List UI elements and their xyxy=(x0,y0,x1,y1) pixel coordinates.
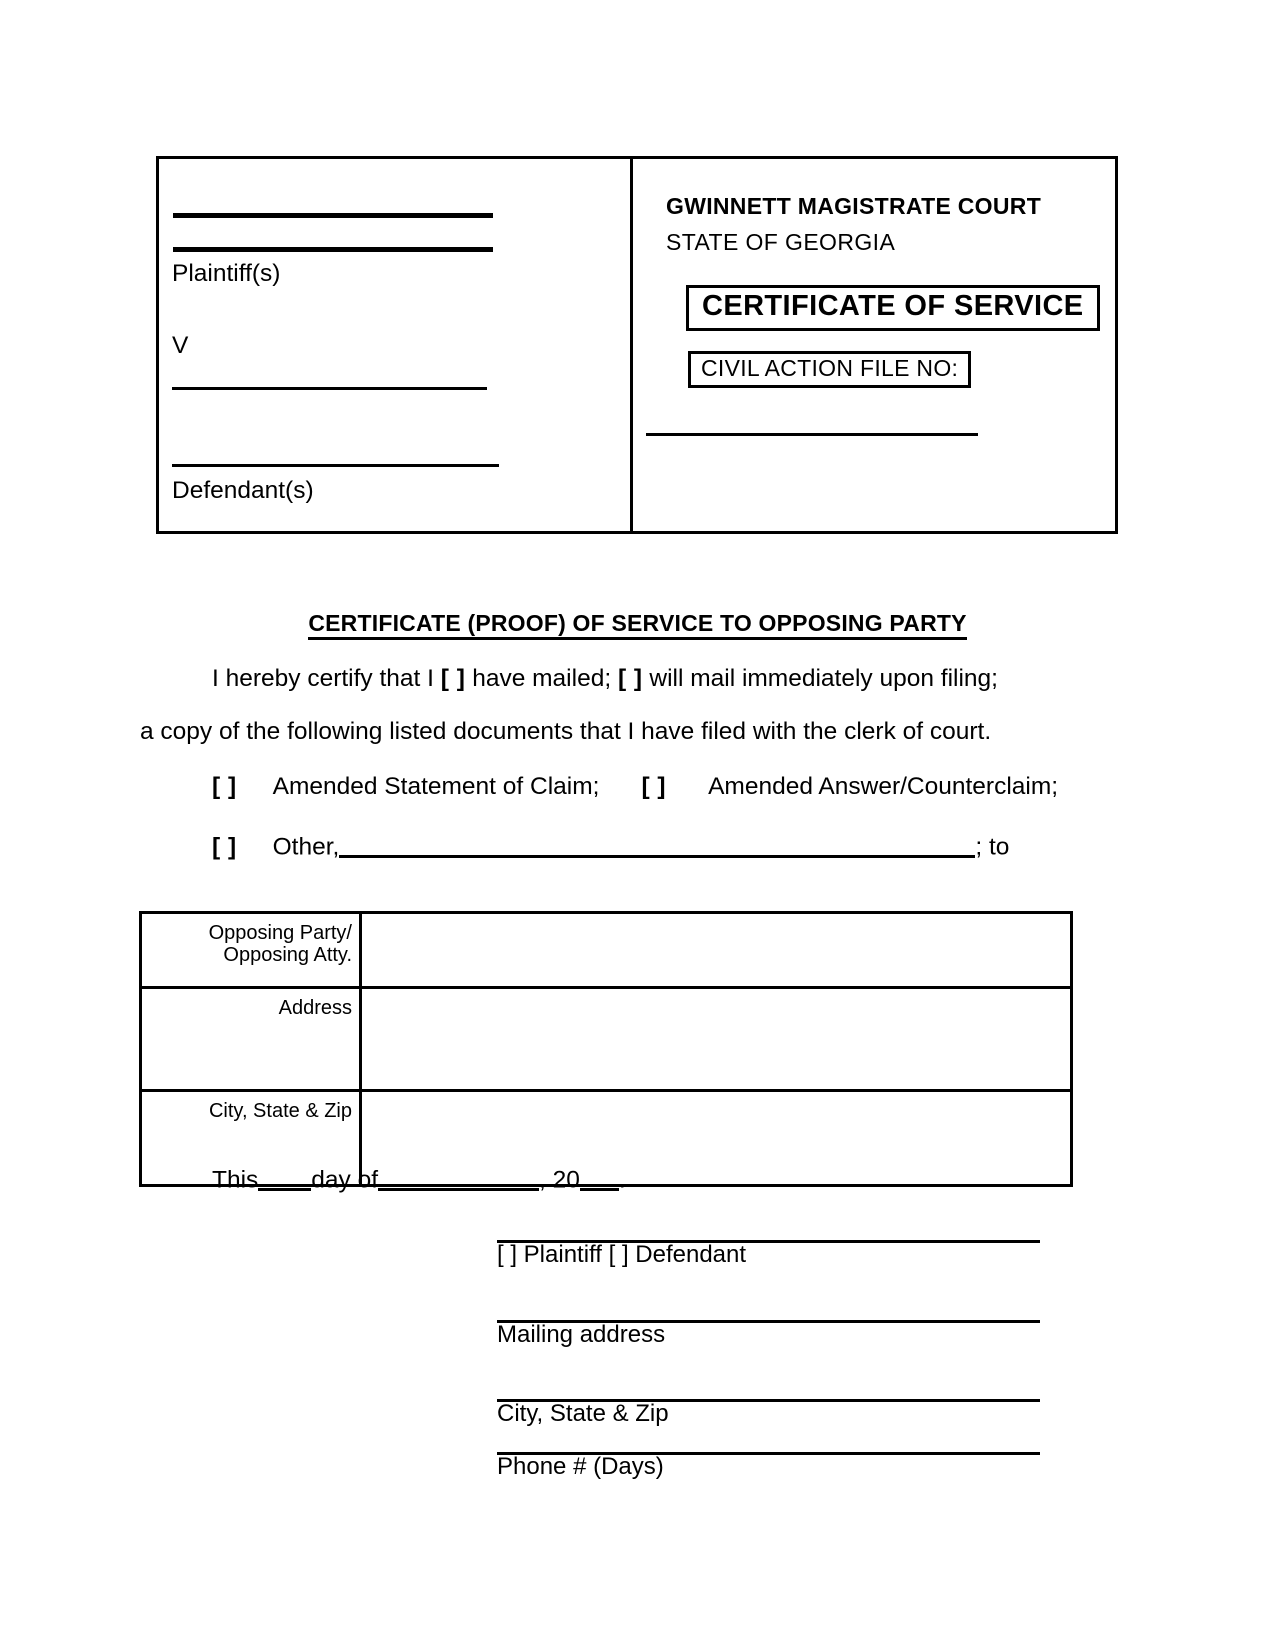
signature-party-label[interactable]: [ ] Plaintiff [ ] Defendant xyxy=(497,1241,747,1268)
civil-action-file-no-box xyxy=(688,351,971,388)
option-row-amended xyxy=(212,775,1058,800)
other-description-field[interactable] xyxy=(339,830,975,858)
form-title: CERTIFICATE OF SERVICE xyxy=(702,290,1084,322)
date-month-field[interactable] xyxy=(378,1163,539,1191)
checkbox-other[interactable]: [ ] xyxy=(212,833,237,861)
have-mailed-text: have mailed; xyxy=(472,665,612,692)
court-name: GWINNETT MAGISTRATE COURT xyxy=(666,193,1042,219)
civil-action-file-no-label: CIVIL ACTION FILE NO: xyxy=(701,355,959,381)
address-label: Address xyxy=(141,988,361,1091)
versus-label: V xyxy=(172,332,189,359)
case-caption-box xyxy=(156,156,1118,534)
will-mail-text: will mail immediately upon filing; xyxy=(649,665,998,692)
form-title-box xyxy=(686,285,1100,331)
table-row xyxy=(141,988,1072,1091)
phone-days-label: Phone # (Days) xyxy=(497,1453,664,1480)
option-amended-statement-of-claim-label: Amended Statement of Claim; xyxy=(272,773,600,800)
defendant-line-1[interactable] xyxy=(172,387,487,390)
signature-city-state-zip-label: City, State & Zip xyxy=(497,1400,669,1427)
defendant-label: Defendant(s) xyxy=(172,477,314,504)
option-amended-answer-counterclaim-label: Amended Answer/Counterclaim; xyxy=(708,773,1059,800)
date-period: . xyxy=(618,1166,626,1194)
table-row xyxy=(141,913,1072,988)
other-trailing-text: ; to xyxy=(975,833,1010,861)
section-heading-text: CERTIFICATE (PROOF) OF SERVICE TO OPPOSING PARTY xyxy=(308,610,966,640)
option-row-other xyxy=(212,830,1009,860)
plaintiff-label: Plaintiff(s) xyxy=(172,260,281,287)
option-other-label: Other, xyxy=(272,833,340,861)
date-this-word: This xyxy=(212,1166,259,1194)
date-day-field[interactable] xyxy=(258,1163,311,1191)
caption-parties-cell xyxy=(159,159,633,531)
caption-court-cell xyxy=(633,159,1115,531)
mailing-address-label: Mailing address xyxy=(497,1321,666,1348)
date-line xyxy=(212,1163,626,1193)
opposing-party-value-field[interactable] xyxy=(361,913,1072,988)
state-name: STATE OF GEORGIA xyxy=(666,229,896,255)
section-heading xyxy=(0,610,1275,637)
opposing-party-label-line2: Opposing Atty. xyxy=(223,944,352,967)
checkbox-amended-answer-counterclaim[interactable]: [ ] xyxy=(641,773,667,800)
opposing-party-label xyxy=(141,913,361,988)
date-day-of-word: day of xyxy=(311,1166,379,1194)
checkbox-will-mail[interactable]: [ ] xyxy=(617,665,643,692)
plaintiff-line-2[interactable] xyxy=(173,247,493,252)
city-state-zip-label: City, State & Zip xyxy=(141,1091,361,1186)
plaintiff-line-1[interactable] xyxy=(173,213,493,218)
civil-action-file-no-field[interactable] xyxy=(646,433,978,436)
date-year-field[interactable] xyxy=(580,1163,619,1191)
copy-of-documents-line: a copy of the following listed documents that I have filed with the clerk of court. xyxy=(140,718,992,745)
certify-line xyxy=(212,667,998,692)
date-year-prefix: , 20 xyxy=(539,1166,580,1194)
defendant-line-2[interactable] xyxy=(172,464,499,467)
checkbox-have-mailed[interactable]: [ ] xyxy=(440,665,466,692)
opposing-party-table xyxy=(139,911,1073,1187)
opposing-party-label-line1: Opposing Party/ xyxy=(208,922,352,944)
checkbox-amended-statement-of-claim[interactable]: [ ] xyxy=(212,773,237,800)
certify-prefix-text: I hereby certify that I xyxy=(212,665,434,692)
address-value-field[interactable] xyxy=(361,988,1072,1091)
